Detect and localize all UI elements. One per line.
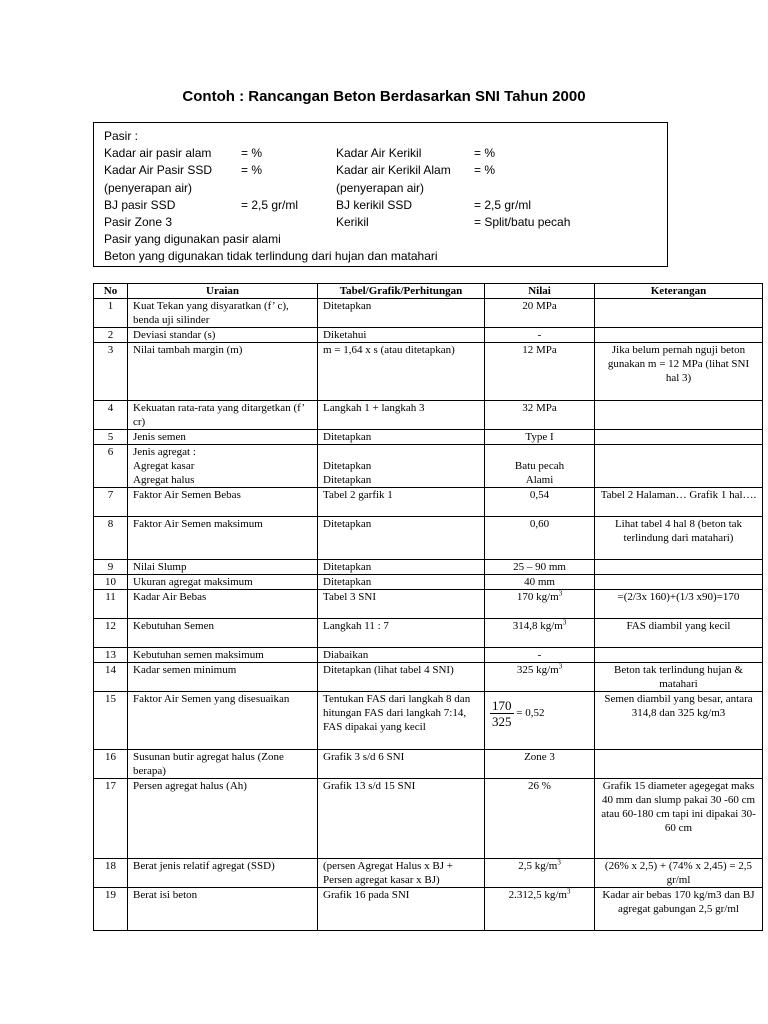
table-row (94, 648, 763, 663)
info-label: Pasir Zone 3 (104, 214, 173, 229)
cell-nilai: - (485, 328, 595, 343)
cell-nilai (485, 859, 595, 888)
table-row (94, 328, 763, 343)
cell-nilai (485, 619, 595, 648)
table-row (94, 888, 763, 931)
cell-no: 10 (94, 575, 128, 590)
info-label: Kerikil (336, 214, 369, 229)
cell-no: 12 (94, 619, 128, 648)
cell-uraian: Berat jenis relatif agregat (SSD) (128, 859, 318, 888)
cell-keterangan: Jika belum pernah nguji beton gunakan m = 12 MPa (lihat SNI hal 3) (595, 343, 763, 401)
info-label: Kadar Air Kerikil (336, 146, 422, 161)
table-row (94, 445, 763, 488)
info-text: Pasir : (104, 129, 139, 143)
cell-tabel: Tabel 3 SNI (318, 590, 485, 619)
table-row (94, 779, 763, 859)
cell-keterangan: Semen diambil yang besar, antara 314,8 dan 325 kg/m3 (595, 692, 763, 750)
cell-uraian: Kadar Air Bebas (128, 590, 318, 619)
cell-no: 8 (94, 517, 128, 560)
nilai-sup: 3 (558, 662, 563, 671)
info-label: Kadar air pasir alam (104, 146, 212, 161)
table-row (94, 619, 763, 648)
cell-nilai: 25 – 90 mm (485, 560, 595, 575)
col-header-keterangan: Keterangan (595, 284, 763, 299)
cell-keterangan (595, 560, 763, 575)
table-row (94, 575, 763, 590)
cell-no: 4 (94, 401, 128, 430)
cell-uraian (128, 445, 318, 488)
info-row (104, 214, 667, 231)
table-row (94, 859, 763, 888)
fraction-numerator: 170 (492, 698, 512, 713)
cell-nilai (485, 692, 595, 750)
cell-tabel: Ditetapkan (318, 517, 485, 560)
cell-no: 11 (94, 590, 128, 619)
info-row (104, 248, 667, 265)
table-row (94, 692, 763, 750)
cell-nilai: 0,60 (485, 517, 595, 560)
cell-tabel (318, 445, 485, 488)
info-value: = Split/batu pecah (474, 214, 571, 229)
cell-uraian: Susunan butir agregat halus (Zone berapa) (128, 750, 318, 779)
fraction-result: = 0,52 (516, 707, 545, 720)
table-row (94, 299, 763, 328)
cell-no: 5 (94, 430, 128, 445)
table-row (94, 560, 763, 575)
cell-nilai (485, 590, 595, 619)
info-row (104, 231, 667, 248)
col-header-uraian: Uraian (128, 284, 318, 299)
cell-tabel: Grafik 16 pada SNI (318, 888, 485, 931)
uraian-line: Agregat kasar (133, 460, 195, 472)
cell-uraian: Kebutuhan Semen (128, 619, 318, 648)
cell-keterangan (595, 299, 763, 328)
page-title: Contoh : Rancangan Beton Berdasarkan SNI Tahun 2000 (182, 88, 586, 105)
cell-uraian: Persen agregat halus (Ah) (128, 779, 318, 859)
tabel-line: Ditetapkan (323, 474, 372, 486)
cell-tabel: Diketahui (318, 328, 485, 343)
col-header-no: No (94, 284, 128, 299)
cell-keterangan: Tabel 2 Halaman… Grafik 1 hal…. (595, 488, 763, 517)
cell-uraian: Kebutuhan semen maksimum (128, 648, 318, 663)
cell-no: 3 (94, 343, 128, 401)
cell-keterangan (595, 401, 763, 430)
info-label: BJ pasir SSD (104, 197, 176, 212)
nilai-text: 170 kg/m (516, 591, 559, 603)
tabel-line: Ditetapkan (323, 460, 372, 472)
cell-uraian: Deviasi standar (s) (128, 328, 318, 343)
cell-no: 15 (94, 692, 128, 750)
nilai-text: 314,8 kg/m (512, 620, 563, 632)
mix-design-table (93, 283, 763, 931)
cell-no: 19 (94, 888, 128, 931)
uraian-line: Agregat halus (133, 474, 195, 486)
cell-no: 6 (94, 445, 128, 488)
nilai-text: 325 kg/m (516, 664, 559, 676)
fraction-denominator: 325 (492, 714, 512, 729)
cell-tabel: Ditetapkan (318, 430, 485, 445)
cell-no: 16 (94, 750, 128, 779)
nilai-text: 2.312,5 kg/m (508, 889, 567, 901)
cell-tabel: Grafik 3 s/d 6 SNI (318, 750, 485, 779)
cell-tabel: Diabaikan (318, 648, 485, 663)
cell-uraian: Nilai tambah margin (m) (128, 343, 318, 401)
nilai-sup: 3 (558, 589, 563, 598)
nilai-text: 2,5 kg/m (518, 860, 558, 872)
col-header-nilai: Nilai (485, 284, 595, 299)
cell-nilai (485, 663, 595, 692)
cell-nilai: 20 MPa (485, 299, 595, 328)
cell-keterangan: Lihat tabel 4 hal 8 (beton tak terlindung dari matahari) (595, 517, 763, 560)
cell-nilai (485, 445, 595, 488)
info-value: = % (474, 146, 496, 161)
uraian-line: Jenis agregat : (133, 446, 196, 458)
table-row (94, 750, 763, 779)
table-row (94, 401, 763, 430)
info-row (104, 162, 667, 179)
info-text: Beton yang digunakan tidak terlindung dari hujan dan matahari (104, 249, 438, 264)
cell-tabel: Ditetapkan (318, 299, 485, 328)
material-info-box (93, 122, 668, 267)
cell-keterangan (595, 430, 763, 445)
cell-tabel: Langkah 11 : 7 (318, 619, 485, 648)
info-label: Kadar Air Pasir SSD (104, 163, 213, 178)
info-value: = 2,5 gr/ml (241, 197, 299, 212)
cell-no: 17 (94, 779, 128, 859)
table-row (94, 343, 763, 401)
table-header-row (94, 284, 763, 299)
cell-uraian: Kuat Tekan yang disyaratkan (f’ c), benda uji silinder (128, 299, 318, 328)
cell-nilai: 32 MPa (485, 401, 595, 430)
cell-keterangan (595, 575, 763, 590)
nilai-sup: 3 (562, 618, 567, 627)
cell-nilai: Type I (485, 430, 595, 445)
cell-keterangan (595, 750, 763, 779)
cell-tabel: Grafik 13 s/d 15 SNI (318, 779, 485, 859)
table-row (94, 590, 763, 619)
nilai-line: Batu pecah (514, 460, 565, 472)
nilai-line: Alami (525, 474, 554, 486)
cell-tabel: Ditetapkan (318, 575, 485, 590)
info-value: = % (474, 163, 496, 178)
cell-nilai: - (485, 648, 595, 663)
cell-nilai (485, 888, 595, 931)
cell-uraian: Kekuatan rata-rata yang ditargetkan (f’ cr) (128, 401, 318, 430)
cell-tabel: m = 1,64 x s (atau ditetapkan) (318, 343, 485, 401)
info-text: Pasir yang digunakan pasir alami (104, 232, 281, 247)
cell-uraian: Nilai Slump (128, 560, 318, 575)
cell-no: 2 (94, 328, 128, 343)
info-row (104, 145, 667, 162)
cell-uraian: Jenis semen (128, 430, 318, 445)
cell-tabel: Langkah 1 + langkah 3 (318, 401, 485, 430)
cell-no: 13 (94, 648, 128, 663)
cell-tabel: (persen Agregat Halus x BJ + Persen agregat kasar x BJ) (318, 859, 485, 888)
cell-keterangan: (26% x 2,5) + (74% x 2,45) = 2,5 gr/ml (595, 859, 763, 888)
cell-nilai: 40 mm (485, 575, 595, 590)
cell-keterangan: FAS diambil yang kecil (595, 619, 763, 648)
cell-uraian: Faktor Air Semen Bebas (128, 488, 318, 517)
info-label: Kadar air Kerikil Alam (336, 163, 451, 178)
table-row (94, 430, 763, 445)
cell-no: 9 (94, 560, 128, 575)
info-value: = 2,5 gr/ml (474, 197, 532, 212)
table-row (94, 663, 763, 692)
cell-no: 1 (94, 299, 128, 328)
table-row (94, 517, 763, 560)
cell-tabel: Ditetapkan (lihat tabel 4 SNI) (318, 663, 485, 692)
cell-keterangan: =(2/3x 160)+(1/3 x90)=170 (595, 590, 763, 619)
cell-keterangan: Kadar air bebas 170 kg/m3 dan BJ agregat gabungan 2,5 gr/ml (595, 888, 763, 931)
cell-uraian: Ukuran agregat maksimum (128, 575, 318, 590)
cell-tabel: Ditetapkan (318, 560, 485, 575)
info-header (104, 128, 667, 145)
cell-nilai: 26 % (485, 779, 595, 859)
nilai-sup: 3 (566, 887, 571, 896)
cell-keterangan (595, 328, 763, 343)
cell-no: 14 (94, 663, 128, 692)
cell-no: 7 (94, 488, 128, 517)
nilai-sup: 3 (557, 858, 561, 867)
fas-formula (490, 692, 589, 729)
cell-uraian: Faktor Air Semen yang disesuaikan (128, 692, 318, 750)
cell-keterangan: Grafik 15 diameter agegegat maks 40 mm dan slump pakai 30 -60 cm atau 60-180 cm tapi ini dipakai 30-60 cm (595, 779, 763, 859)
cell-uraian: Faktor Air Semen maksimum (128, 517, 318, 560)
info-label: BJ kerikil SSD (336, 197, 413, 212)
cell-tabel: Tabel 2 garfik 1 (318, 488, 485, 517)
cell-no: 18 (94, 859, 128, 888)
cell-uraian: Kadar semen minimum (128, 663, 318, 692)
cell-nilai: 0,54 (485, 488, 595, 517)
cell-keterangan: Beton tak terlindung hujan & matahari (595, 663, 763, 692)
cell-keterangan (595, 648, 763, 663)
info-value: = % (241, 146, 263, 161)
fraction (490, 698, 514, 729)
info-value: = % (241, 163, 263, 178)
info-row (104, 180, 667, 197)
cell-nilai: 12 MPa (485, 343, 595, 401)
info-label: (penyerapan air) (336, 180, 425, 195)
info-label: (penyerapan air) (104, 180, 193, 195)
cell-keterangan (595, 445, 763, 488)
col-header-tabel: Tabel/Grafik/Perhitungan (318, 284, 485, 299)
info-row (104, 197, 667, 214)
cell-nilai: Zone 3 (485, 750, 595, 779)
cell-uraian: Berat isi beton (128, 888, 318, 931)
table-row (94, 488, 763, 517)
cell-tabel: Tentukan FAS dari langkah 8 dan hitungan FAS dari langkah 7:14, FAS dipakai yang kecil (318, 692, 485, 750)
